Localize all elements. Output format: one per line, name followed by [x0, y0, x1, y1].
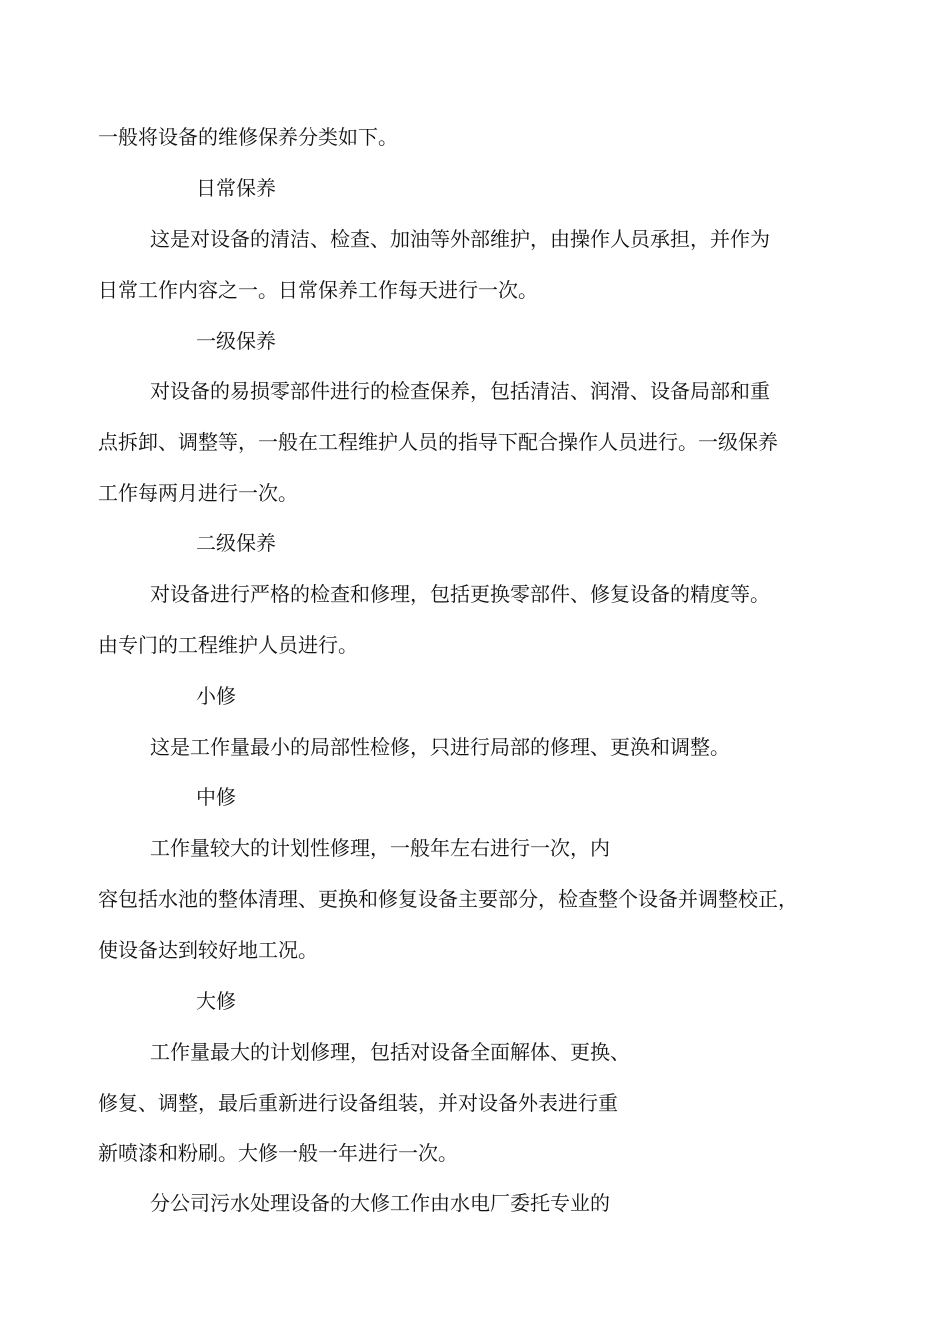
heading-major-repair: 大修	[196, 989, 236, 1013]
paragraph-line: 容包括水池的整体清理、更换和修复设备主要部分，检查整个设备并调整校正，	[98, 887, 798, 911]
paragraph-line: 由专门的工程维护人员进行。	[98, 633, 358, 657]
paragraph-line: 使设备达到较好地工况。	[98, 938, 318, 962]
paragraph-line: 对设备进行严格的检查和修理，包括更换零部件、修复设备的精度等。	[150, 582, 770, 606]
paragraph-line: 分公司污水处理设备的大修工作由水电厂委托专业的	[150, 1191, 610, 1215]
heading-minor-repair: 小修	[196, 684, 236, 708]
paragraph-line: 日常工作内容之一。日常保养工作每天进行一次。	[98, 278, 538, 302]
paragraph-line: 这是对设备的清洁、检查、加油等外部维护，由操作人员承担，并作为	[150, 227, 770, 251]
paragraph-line: 工作每两月进行一次。	[98, 481, 298, 505]
intro-line: 一般将设备的维修保养分类如下。	[98, 125, 398, 149]
paragraph-line: 点拆卸、调整等，一般在工程维护人员的指导下配合操作人员进行。一级保养	[98, 430, 778, 454]
paragraph-line: 这是工作量最小的局部性检修，只进行局部的修理、更涣和调整。	[150, 735, 730, 759]
heading-level1-maintenance: 一级保养	[196, 329, 276, 353]
heading-medium-repair: 中修	[196, 785, 236, 809]
heading-level2-maintenance: 二级保养	[196, 531, 276, 555]
paragraph-line: 修复、调整，最后重新进行设备组装，并对设备外表进行重	[98, 1091, 618, 1115]
paragraph-line: 工作量最大的计划修理，包括对设备全面解体、更换、	[150, 1040, 630, 1064]
heading-daily-maintenance: 日常保养	[196, 176, 276, 200]
paragraph-line: 对设备的易损零部件进行的检查保养，包括清洁、润滑、设备局部和重	[150, 379, 770, 403]
paragraph-line: 工作量较大的计划性修理，一般年左右进行一次，内	[150, 836, 610, 860]
paragraph-line: 新喷漆和粉刷。大修一般一年进行一次。	[98, 1141, 458, 1165]
